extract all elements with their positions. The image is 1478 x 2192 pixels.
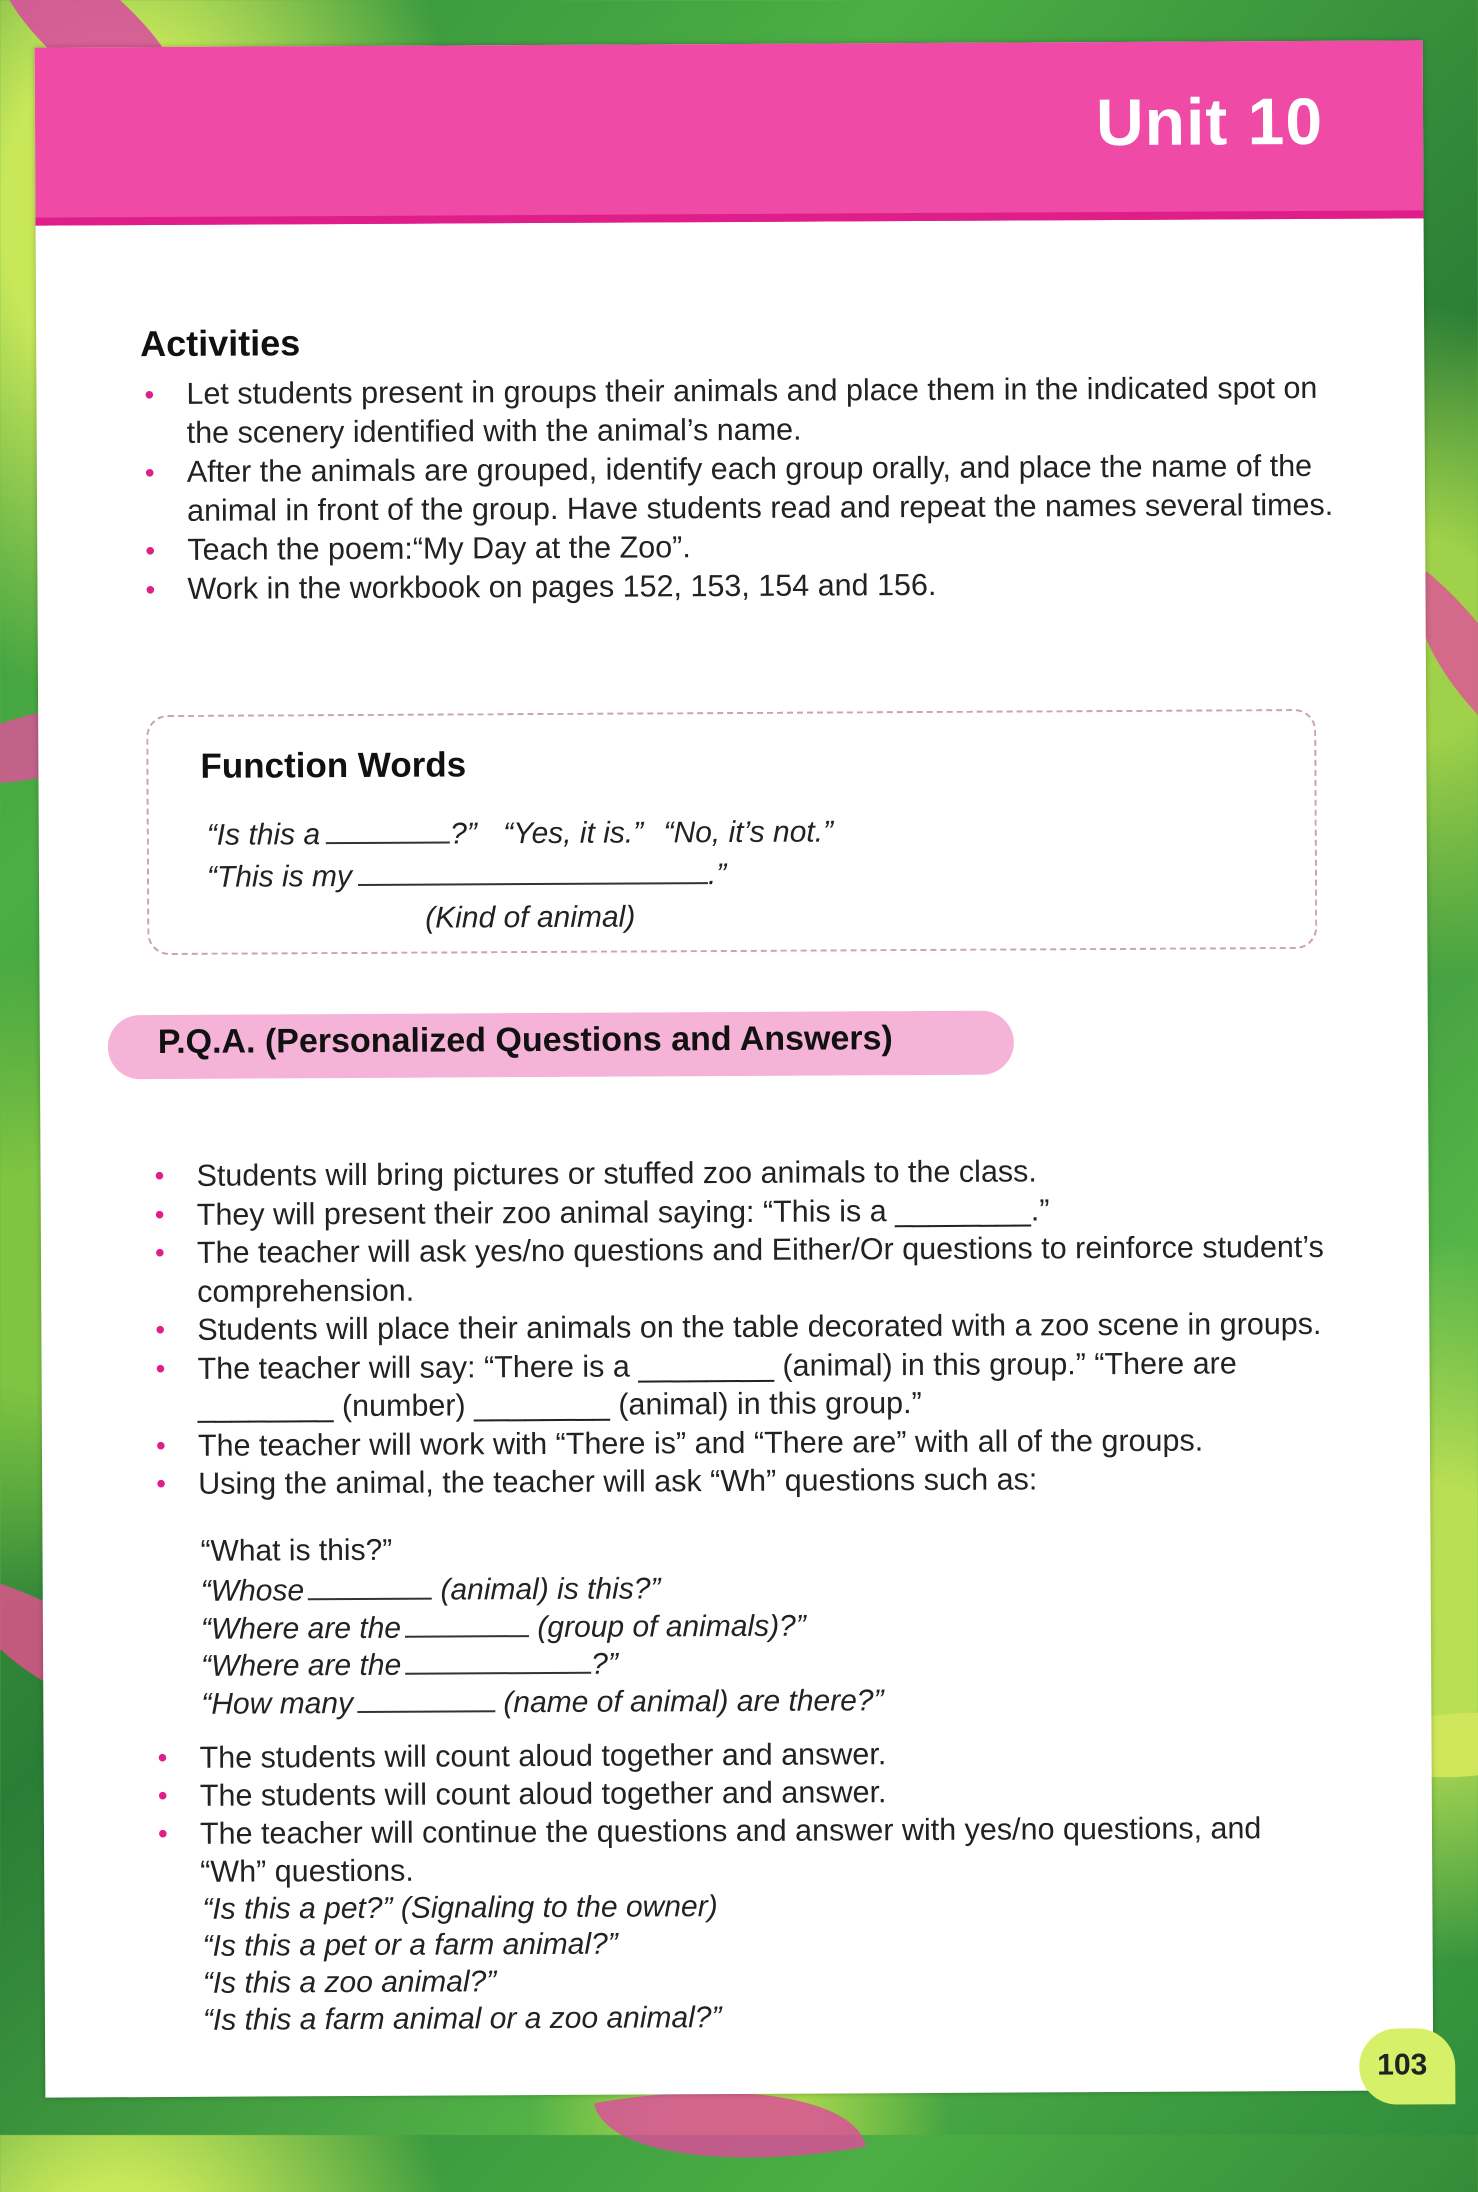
- list-item: • Work in the workbook on pages 152, 153, 154 and 156.: [141, 564, 1351, 609]
- list-item: • Using the animal, the teacher will ask “Wh” questions such as:: [152, 1459, 1332, 1504]
- fill-blank: [357, 1684, 495, 1713]
- list-item: • The students will count aloud together and answer.: [154, 1733, 1334, 1777]
- pqa-list-continued: [154, 1733, 1335, 1891]
- page-number-badge: [1359, 2028, 1455, 2105]
- unit-banner: [35, 40, 1424, 225]
- wh-question: “What is this?”: [200, 1533, 393, 1568]
- list-item: • The teacher will work with “There is” and “There are” with all of the groups.: [152, 1420, 1332, 1465]
- list-item: • The teacher will continue the questions and answer with yes/no questions, and “Wh” questions.: [154, 1809, 1334, 1891]
- function-words-caption: (Kind of animal): [425, 900, 636, 935]
- pqa-heading-pill: [108, 1011, 1014, 1080]
- followup-question: “Is this a zoo animal?”: [202, 1965, 497, 2000]
- followup-question: “Is this a pet or a farm animal?”: [202, 1927, 618, 1963]
- function-words-line-1: “Is this a ?” “Yes, it is.” “No, it’s not.”: [206, 815, 834, 852]
- fill-blank: [405, 1609, 529, 1638]
- activities-list: [140, 369, 1351, 609]
- function-words-box: [146, 709, 1317, 955]
- function-words-line-2: “This is my .”: [206, 858, 727, 894]
- list-item: • They will present their zoo animal saying: “This is a ________.”: [151, 1189, 1331, 1234]
- activities-heading: Activities: [140, 322, 301, 365]
- fill-blank: [358, 856, 708, 886]
- pqa-heading: P.Q.A. (Personalized Questions and Answers): [157, 1019, 893, 1062]
- list-item: • After the animals are grouped, identify each group orally, and place the name of the animal in front of the group. Have students read and repeat the names several times.: [141, 447, 1351, 531]
- wh-question: “Whose (animal) is this?”: [200, 1572, 661, 1608]
- followup-question: “Is this a pet?” (Signaling to the owner): [202, 1890, 718, 1926]
- workbook-page: [35, 40, 1434, 2097]
- followup-question: “Is this a farm animal or a zoo animal?”: [202, 2001, 722, 2037]
- list-item: • Teach the poem:“My Day at the Zoo”.: [141, 525, 1351, 570]
- list-item: • Let students present in groups their animals and place them in the indicated spot on the scenery identified with the animal’s name.: [140, 369, 1350, 453]
- wh-question: “Where are the (group of animals)?”: [200, 1609, 806, 1646]
- wh-question: “Where are the ?”: [201, 1647, 618, 1683]
- list-item: • The teacher will say: “There is a ________ (animal) in this group.” “There are ________ (number) ________ (animal) in this group.”: [151, 1343, 1331, 1426]
- page-number: 103: [1377, 2048, 1428, 2082]
- list-item: • The teacher will ask yes/no questions and Either/Or questions to reinforce student’s comprehension.: [151, 1228, 1331, 1311]
- wh-question: “How many (name of animal) are there?”: [201, 1684, 884, 1721]
- function-words-heading: Function Words: [200, 745, 467, 786]
- fill-blank: [308, 1572, 432, 1601]
- list-item: • Students will place their animals on the table decorated with a zoo scene in groups.: [151, 1305, 1331, 1350]
- list-item: • The students will count aloud together and answer.: [154, 1771, 1334, 1815]
- list-item: • Students will bring pictures or stuffed zoo animals to the class.: [150, 1151, 1330, 1196]
- fill-blank: [405, 1646, 591, 1675]
- pqa-list: [150, 1151, 1332, 1504]
- unit-title: Unit 10: [1095, 83, 1324, 160]
- fill-blank: [326, 815, 450, 844]
